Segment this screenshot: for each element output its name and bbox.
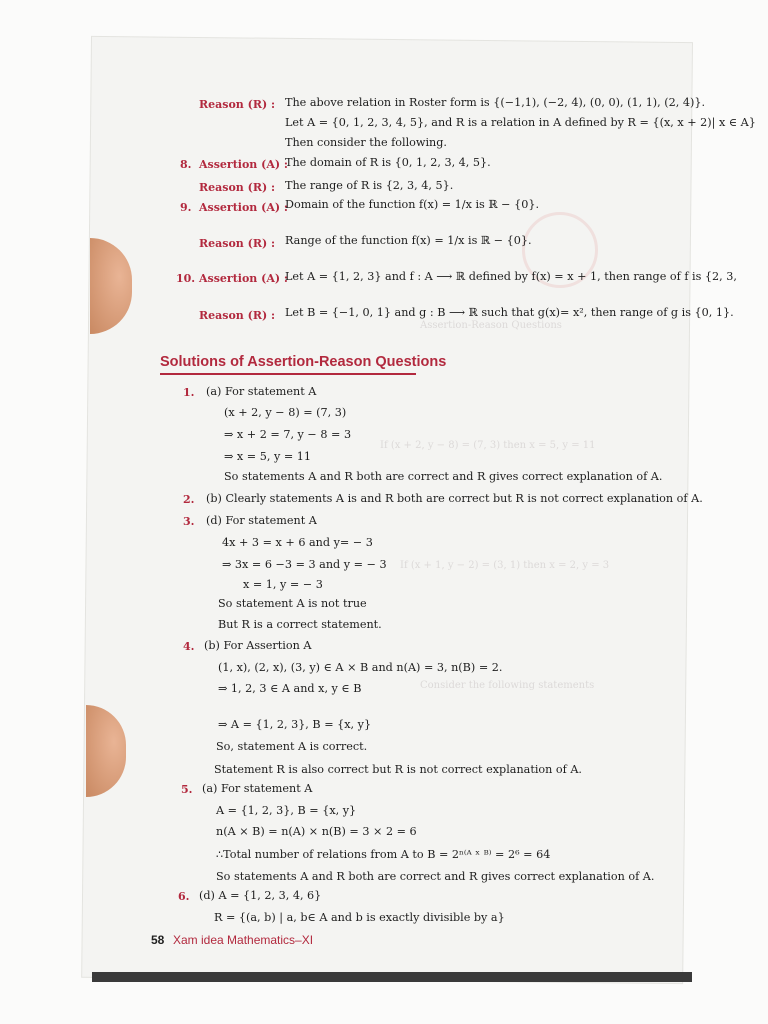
assertion-label: Assertion (A) : [199, 158, 288, 171]
solution-line: (1, x), (2, x), (3, y) ∈ A × B and n(A) = 3, n(B) = 2. [218, 661, 503, 674]
solution-line: (a) For statement A [202, 782, 313, 795]
page-edge [92, 972, 692, 982]
assertion-text: Let A = {1, 2, 3} and f : A ⟶ ℝ defined by f(x) = x + 1, then range of f is {2, 3, [285, 270, 737, 283]
question-number: 9. [180, 201, 192, 214]
solution-line: (b) Clearly statements A is and R both are correct but R is not correct explanation of A. [206, 492, 703, 505]
solution-line: So statements A and R both are correct and R gives correct explanation of A. [224, 470, 663, 483]
reason-label: Reason (R) : [199, 309, 276, 322]
assertion-text: Domain of the function f(x) = 1/x is ℝ − {0}. [285, 198, 540, 211]
solution-line: ⇒ 3x = 6 −3 = 3 and y = − 3 [222, 558, 387, 571]
solution-number: 2. [183, 493, 195, 506]
solution-line: (d) A = {1, 2, 3, 4, 6} [199, 889, 322, 902]
assertion-label: Assertion (A) : [199, 272, 288, 285]
solution-line: (a) For statement A [206, 385, 317, 398]
solution-number: 4. [183, 640, 195, 653]
solution-number: 6. [178, 890, 190, 903]
heading-underline [160, 373, 416, 375]
reason-text: Range of the function f(x) = 1/x is ℝ − {0}. [285, 234, 532, 247]
reason-text: Let B = {−1, 0, 1} and g : B ⟶ ℝ such that g(x)= x², then range of g is {0, 1}. [285, 306, 734, 319]
reason-label: Reason (R) : [199, 98, 276, 111]
reason-text: The range of R is {2, 3, 4, 5}. [285, 179, 454, 192]
solution-line: So statements A and R both are correct and R gives correct explanation of A. [216, 870, 655, 883]
solution-number: 5. [181, 783, 193, 796]
book-title: Xam idea Mathematics–XI [173, 933, 314, 947]
assertion-text: The domain of R is {0, 1, 2, 3, 4, 5}. [285, 156, 491, 169]
solution-line: 4x + 3 = x + 6 and y= − 3 [222, 536, 373, 549]
solution-line: So, statement A is correct. [216, 740, 368, 753]
solution-line: So statement A is not true [218, 597, 367, 610]
reason-label: Reason (R) : [199, 237, 276, 250]
question-number: 10. [176, 272, 196, 285]
bleed-through-text: If (x + 2, y − 8) = (7, 3) then x = 5, y = 11 [380, 440, 596, 451]
solution-line: n(A × B) = n(A) × n(B) = 3 × 2 = 6 [216, 825, 417, 838]
solution-line: x = 1, y = − 3 [243, 578, 323, 591]
page-number: 58 [151, 933, 165, 947]
bleed-through-text: Assertion-Reason Questions [420, 320, 562, 331]
reason-intro-line: Then consider the following. [285, 136, 447, 149]
reason-label: Reason (R) : [199, 181, 276, 194]
solution-line: ⇒ x + 2 = 7, y − 8 = 3 [224, 428, 352, 441]
bleed-through-text: If (x + 1, y − 2) = (3, 1) then x = 2, y = 3 [400, 560, 610, 571]
reason-intro-line: Let A = {0, 1, 2, 3, 4, 5}, and R is a relation in A defined by R = {(x, x + 2)| x ∈ A} [285, 116, 756, 129]
bleed-through-text: Consider the following statements [420, 680, 595, 691]
solution-line: ∴Total number of relations from A to B = 2ⁿ⁽ᴬ ˣ ᴮ⁾ = 2⁶ = 64 [216, 848, 551, 861]
solution-line: (d) For statement A [206, 514, 317, 527]
solution-line: Statement R is also correct but R is not correct explanation of A. [214, 763, 582, 776]
solution-line: ⇒ A = {1, 2, 3}, B = {x, y} [218, 718, 372, 731]
solution-line: A = {1, 2, 3}, B = {x, y} [216, 804, 357, 817]
question-number: 8. [180, 158, 192, 171]
solution-line: ⇒ x = 5, y = 11 [224, 450, 311, 463]
section-heading: Solutions of Assertion-Reason Questions [160, 354, 447, 370]
solution-line: (x + 2, y − 8) = (7, 3) [224, 406, 347, 419]
solution-line: (b) For Assertion A [204, 639, 312, 652]
solution-line: R = {(a, b) | a, b∈ A and b is exactly divisible by a} [214, 911, 505, 924]
reason-intro-line: The above relation in Roster form is {(−1,1), (−2, 4), (0, 0), (1, 1), (2, 4)}. [285, 96, 706, 109]
solution-number: 1. [183, 386, 195, 399]
assertion-label: Assertion (A) : [199, 201, 288, 214]
solution-line: But R is a correct statement. [218, 618, 382, 631]
solution-number: 3. [183, 515, 195, 528]
solution-line: ⇒ 1, 2, 3 ∈ A and x, y ∈ B [218, 682, 362, 695]
